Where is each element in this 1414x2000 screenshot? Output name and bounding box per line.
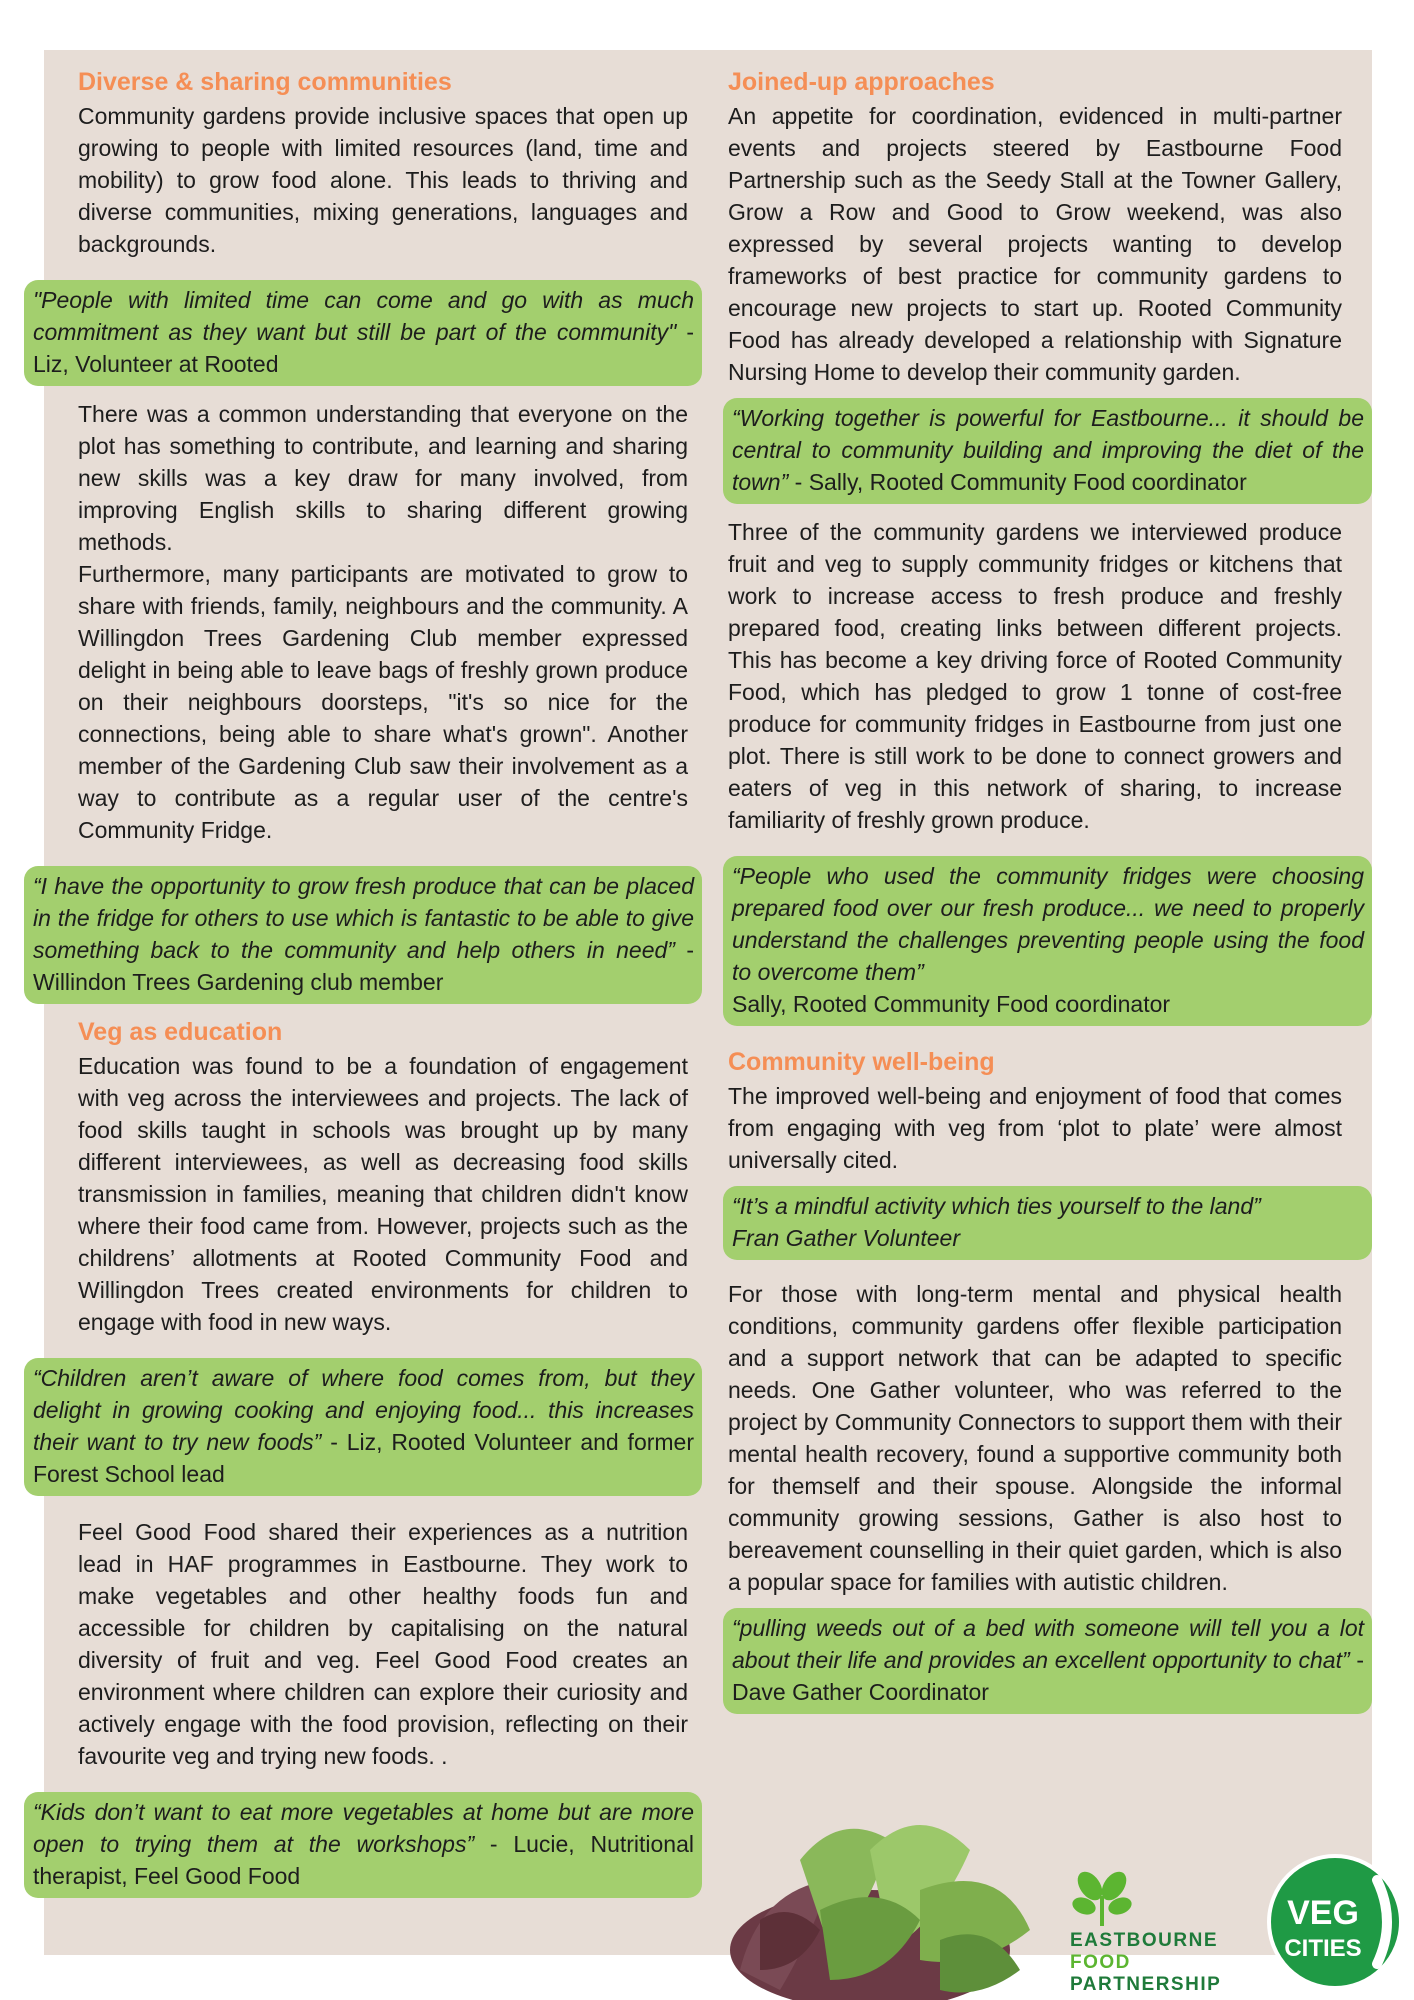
quote-text: “Working together is powerful for Eastbourne... it should be central to community building and improving the diet of the town” (732, 405, 1364, 495)
logo-text: VEG (1287, 1894, 1359, 1932)
logo-text: EASTBOURNE (1070, 1930, 1219, 1951)
veg-cities-logo (1265, 1852, 1405, 1992)
quote-attribution: - Liz, Rooted Volunteer and former Forest School lead (33, 1429, 694, 1487)
quote-attribution: Fran Gather Volunteer (732, 1225, 960, 1251)
section-heading-diverse-communities: Diverse & sharing communities (78, 68, 452, 96)
quote-text: “People who used the community fridges were choosing prepared food over our fresh produce... we need to properly understand the challenges preventing people using the food to overcome them” (732, 863, 1364, 985)
quote-attribution: - Liz, Volunteer at Rooted (33, 319, 694, 377)
quote-text: “It’s a mindful activity which ties yourself to the land” (732, 1193, 1261, 1219)
footer-branding (720, 1800, 1414, 2000)
paragraph: Education was found to be a foundation of engagement with veg across the interviewees and projects. The lack of food skills taught in schools was brought up by many different interviewees, as well as decreasing food skills transmission in families, meaning that children didn't know where their food came from. However, projects such as the childrens’ allotments at Rooted Community Food and Willingdon Trees created environments for children to engage with food in new ways. (78, 1053, 688, 1335)
paragraph: For those with long-term mental and physical health conditions, community gardens offer flexible participation and a support network that can be adapted to specific needs. One Gather volunteer, who was referred to the project by Community Connectors to support them with their mental health recovery, found a supportive community both for themself and their spouse. Alongside the informal community growing sessions, Gather is also host to bereavement counselling in their quiet garden, which is also a popular space for families with autistic children. (728, 1281, 1342, 1595)
lettuce-plant-image (720, 1800, 1050, 2000)
section-heading-veg-education: Veg as education (78, 1018, 283, 1046)
quote-text: “I have the opportunity to grow fresh produce that can be placed in the fridge for others to use which is fantastic to be able to give something back to the community and help others in need” (33, 873, 694, 963)
sprout-logo-icon (1070, 1866, 1134, 1930)
paragraph: The improved well-being and enjoyment of food that comes from engaging with veg from ‘plot to plate’ were almost universally cited. (728, 1083, 1342, 1173)
quote-attribution: - Willindon Trees Gardening club member (33, 937, 694, 995)
logo-text: CITIES (1284, 1935, 1362, 1962)
quote-highlight (24, 1358, 702, 1496)
eastbourne-food-partnership-logo (1070, 1930, 1221, 1996)
paragraph: An appetite for coordination, evidenced in multi-partner events and projects steered by Eastbourne Food Partnership such as the Seedy Stall at the Towner Gallery, Grow a Row and Good to Grow weekend, was also expressed by several projects wanting to develop frameworks of best practice for community gardens to encourage new projects to start up. Rooted Community Food has already developed a relationship with Signature Nursing Home to develop their community garden. (728, 103, 1342, 385)
quote-text: “Kids don’t want to eat more vegetables at home but are more open to trying them at the workshops” (33, 1799, 694, 1857)
quote-highlight (723, 1608, 1372, 1714)
paragraph: Feel Good Food shared their experiences as a nutrition lead in HAF programmes in Eastbourne. They work to make vegetables and other healthy foods fun and accessible for children by capitalising on the natural diversity of fruit and veg. Feel Good Food creates an environment where children can explore their curiosity and actively engage with the food provision, reflecting on their favourite veg and trying new foods. . (78, 1519, 688, 1769)
paragraph: Community gardens provide inclusive spaces that open up growing to people with limited resources (land, time and mobility) to grow food alone. This leads to thriving and diverse communities, mixing generations, languages and backgrounds. (78, 103, 688, 257)
quote-attribution: - Dave Gather Coordinator (732, 1647, 1364, 1705)
quote-highlight (24, 1792, 702, 1898)
quote-attribution: Sally, Rooted Community Food coordinator (732, 991, 1171, 1017)
logo-text: PARTNERSHIP (1070, 1974, 1222, 1995)
quote-attribution: - Lucie, Nutritional therapist, Feel Good Food (33, 1831, 695, 1889)
section-heading-joined-up: Joined-up approaches (728, 68, 995, 96)
quote-text: "People with limited time can come and go with as much commitment as they want but still be part of the community" (33, 287, 694, 345)
logo-text: FOOD (1070, 1952, 1131, 1973)
quote-highlight (723, 856, 1372, 1026)
quote-highlight (723, 1186, 1372, 1260)
quote-highlight (723, 398, 1372, 504)
section-heading-wellbeing: Community well-being (728, 1048, 995, 1076)
right-column (728, 66, 1364, 1726)
paragraph: Furthermore, many participants are motivated to grow to share with friends, family, neighbours and the community. A Willingdon Trees Gardening Club member expressed delight in being able to leave bags of freshly grown produce on their neighbours doorsteps, "it's so nice for the connections, being able to share what's grown". Another member of the Gardening Club saw their involvement as a way to contribute as a regular user of the centre's Community Fridge. (78, 561, 688, 843)
paragraph: There was a common understanding that everyone on the plot has something to contribute, and learning and sharing new skills was a key draw for many involved, from improving English skills to sharing different growing methods. (78, 401, 688, 555)
quote-text: “Children aren’t aware of where food comes from, but they delight in growing cooking and enjoying food... this increases their want to try new foods” (33, 1365, 694, 1455)
quote-highlight (24, 866, 702, 1004)
paragraph: Three of the community gardens we interviewed produce fruit and veg to supply community fridges or kitchens that work to increase access to fresh produce and freshly prepared food, creating links between different projects. This has become a key driving force of Rooted Community Food, which has pledged to grow 1 tonne of cost-free produce for community fridges in Eastbourne from just one plot. There is still work to be done to connect growers and eaters of veg in this network of sharing, to increase familiarity of freshly grown produce. (728, 519, 1342, 833)
quote-attribution: - Sally, Rooted Community Food coordinator (788, 469, 1247, 495)
quote-highlight (24, 280, 702, 386)
quote-text: “pulling weeds out of a bed with someone will tell you a lot about their life and provides an excellent opportunity to chat” (732, 1615, 1364, 1673)
left-column (33, 66, 695, 1910)
